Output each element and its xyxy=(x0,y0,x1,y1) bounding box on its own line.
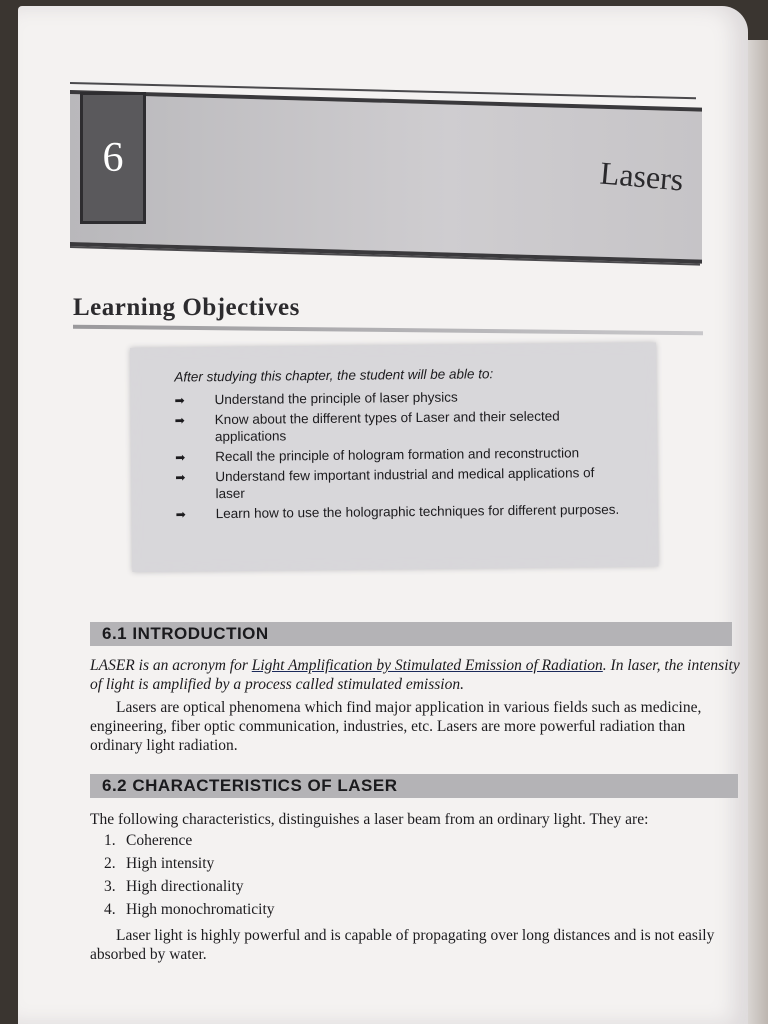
right-arrow-icon: ➡ xyxy=(174,413,185,428)
section-heading-characteristics: 6.2 CHARACTERISTICS OF LASER xyxy=(90,774,738,798)
list-item: ➡ Understand few important industrial and medical applications of laser xyxy=(175,465,595,502)
chapter-number: 6 xyxy=(80,92,146,224)
list-item: 4. High monochromaticity xyxy=(104,901,275,918)
list-item: 2. High intensity xyxy=(104,855,215,872)
list-item: ➡ Learn how to use the holographic techniques for different purposes. xyxy=(175,501,620,522)
right-arrow-icon: ➡ xyxy=(175,450,186,465)
characteristics-list xyxy=(104,832,275,924)
page-edge xyxy=(748,40,768,1024)
right-arrow-icon: ➡ xyxy=(175,470,186,485)
intro-paragraph-1: LASER is an acronym for Light Amplification by Stimulated Emission of Radiation. In laser, the intensity of light is amplified by a process called stimulated emission. xyxy=(90,657,740,693)
objectives-intro: After studying this chapter, the student will be able to: xyxy=(174,366,494,385)
list-item: ➡ Know about the different types of Laser and their selected applications xyxy=(174,408,560,445)
intro-paragraph-2: Lasers are optical phenomena which find major application in various fields such as medicine, engineering, fiber optic communication, industries, etc. Lasers are more powerful radiation than ordinary light radiation. xyxy=(90,699,702,754)
list-item: 1. Coherence xyxy=(104,832,193,849)
learning-objectives-heading: Learning Objectives xyxy=(73,294,300,321)
chapter-title: Lasers xyxy=(598,154,685,198)
list-item: 3. High directionality xyxy=(104,878,244,895)
list-item: ➡ Recall the principle of hologram formation and reconstruction xyxy=(175,445,580,465)
right-arrow-icon: ➡ xyxy=(174,393,185,408)
characteristics-closing: Laser light is highly powerful and is capable of propagating over long distances and is not easily absorbed by water. xyxy=(90,927,715,963)
characteristics-intro: The following characteristics, distinguishes a laser beam from an ordinary light. They are: xyxy=(90,811,649,828)
laser-expansion: Light Amplification by Stimulated Emission of Radiation xyxy=(251,657,603,674)
objectives-list xyxy=(174,387,625,526)
section-heading-introduction: 6.1 INTRODUCTION xyxy=(90,622,732,646)
right-arrow-icon: ➡ xyxy=(175,507,186,522)
list-item: ➡ Understand the principle of laser physics xyxy=(174,389,458,408)
objectives-box xyxy=(130,342,658,571)
